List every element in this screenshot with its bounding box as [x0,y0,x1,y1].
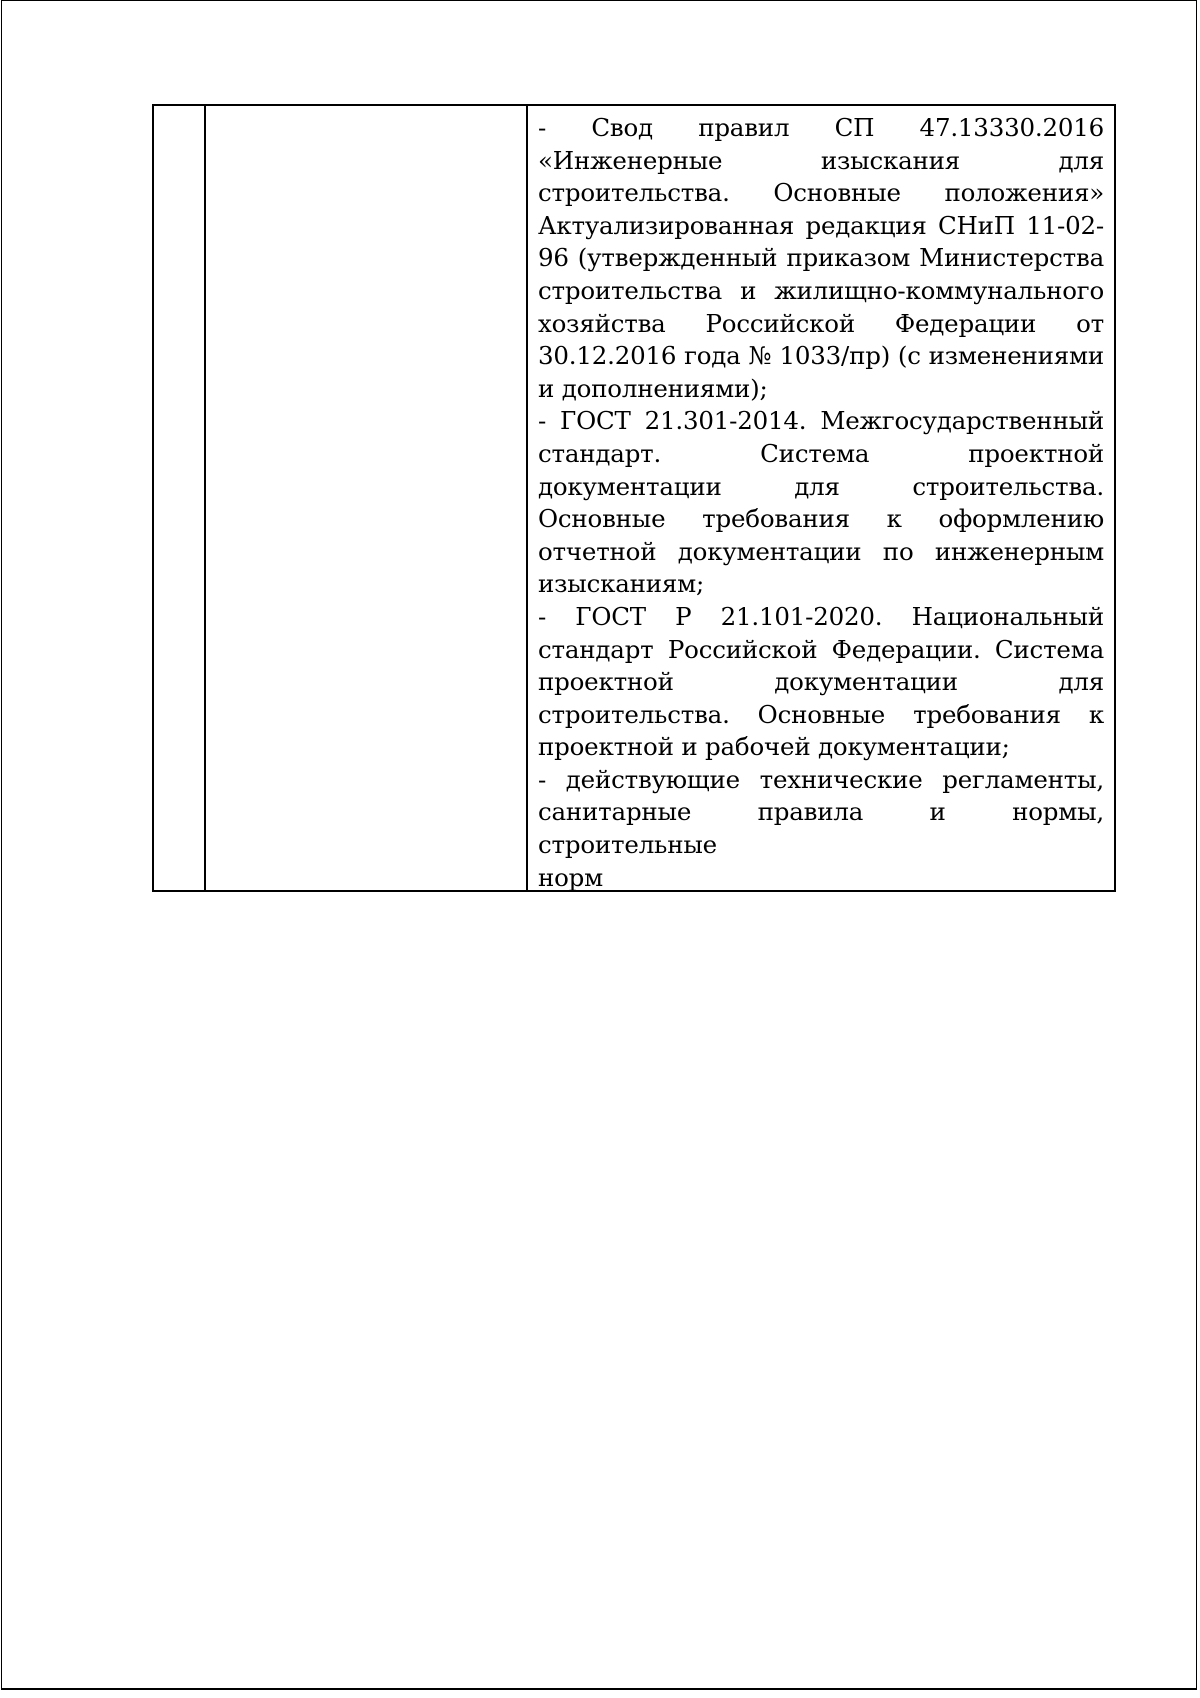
requirement-cut-text: норм [538,862,604,890]
requirement-sp-47: - Свод правил СП 47.13330.2016 «Инженерные изыскания для строительства. Основные положения» Актуализированная редакция СНиП 11-02-96 (утвержденный приказом Министерства строительства и жилищно-коммунального хозяйства Российской Федерации от 30.12.2016 года № 1033/пр) (с изменениями и дополнениями); [538,113,1104,403]
requirement-gost-r-21-101: - ГОСТ Р 21.101-2020. Национальный стандарт Российской Федерации. Система проектной документации для строительства. Основные требования к проектной и рабочей документации; [538,601,1104,762]
table-row [153,105,1115,891]
requirement-regulations: - действующие технические регламенты, санитарные правила и нормы, строительные [538,764,1104,860]
name-cell [205,105,527,891]
requirements-table [152,104,1116,892]
number-cell [153,105,205,891]
requirement-gost-21-301: - ГОСТ 21.301-2014. Межгосударственный стандарт. Система проектной документации для строительства. Основные требования к оформлению отчетной документации по инженерным изысканиям; [538,406,1104,599]
content-cell [527,105,1115,891]
